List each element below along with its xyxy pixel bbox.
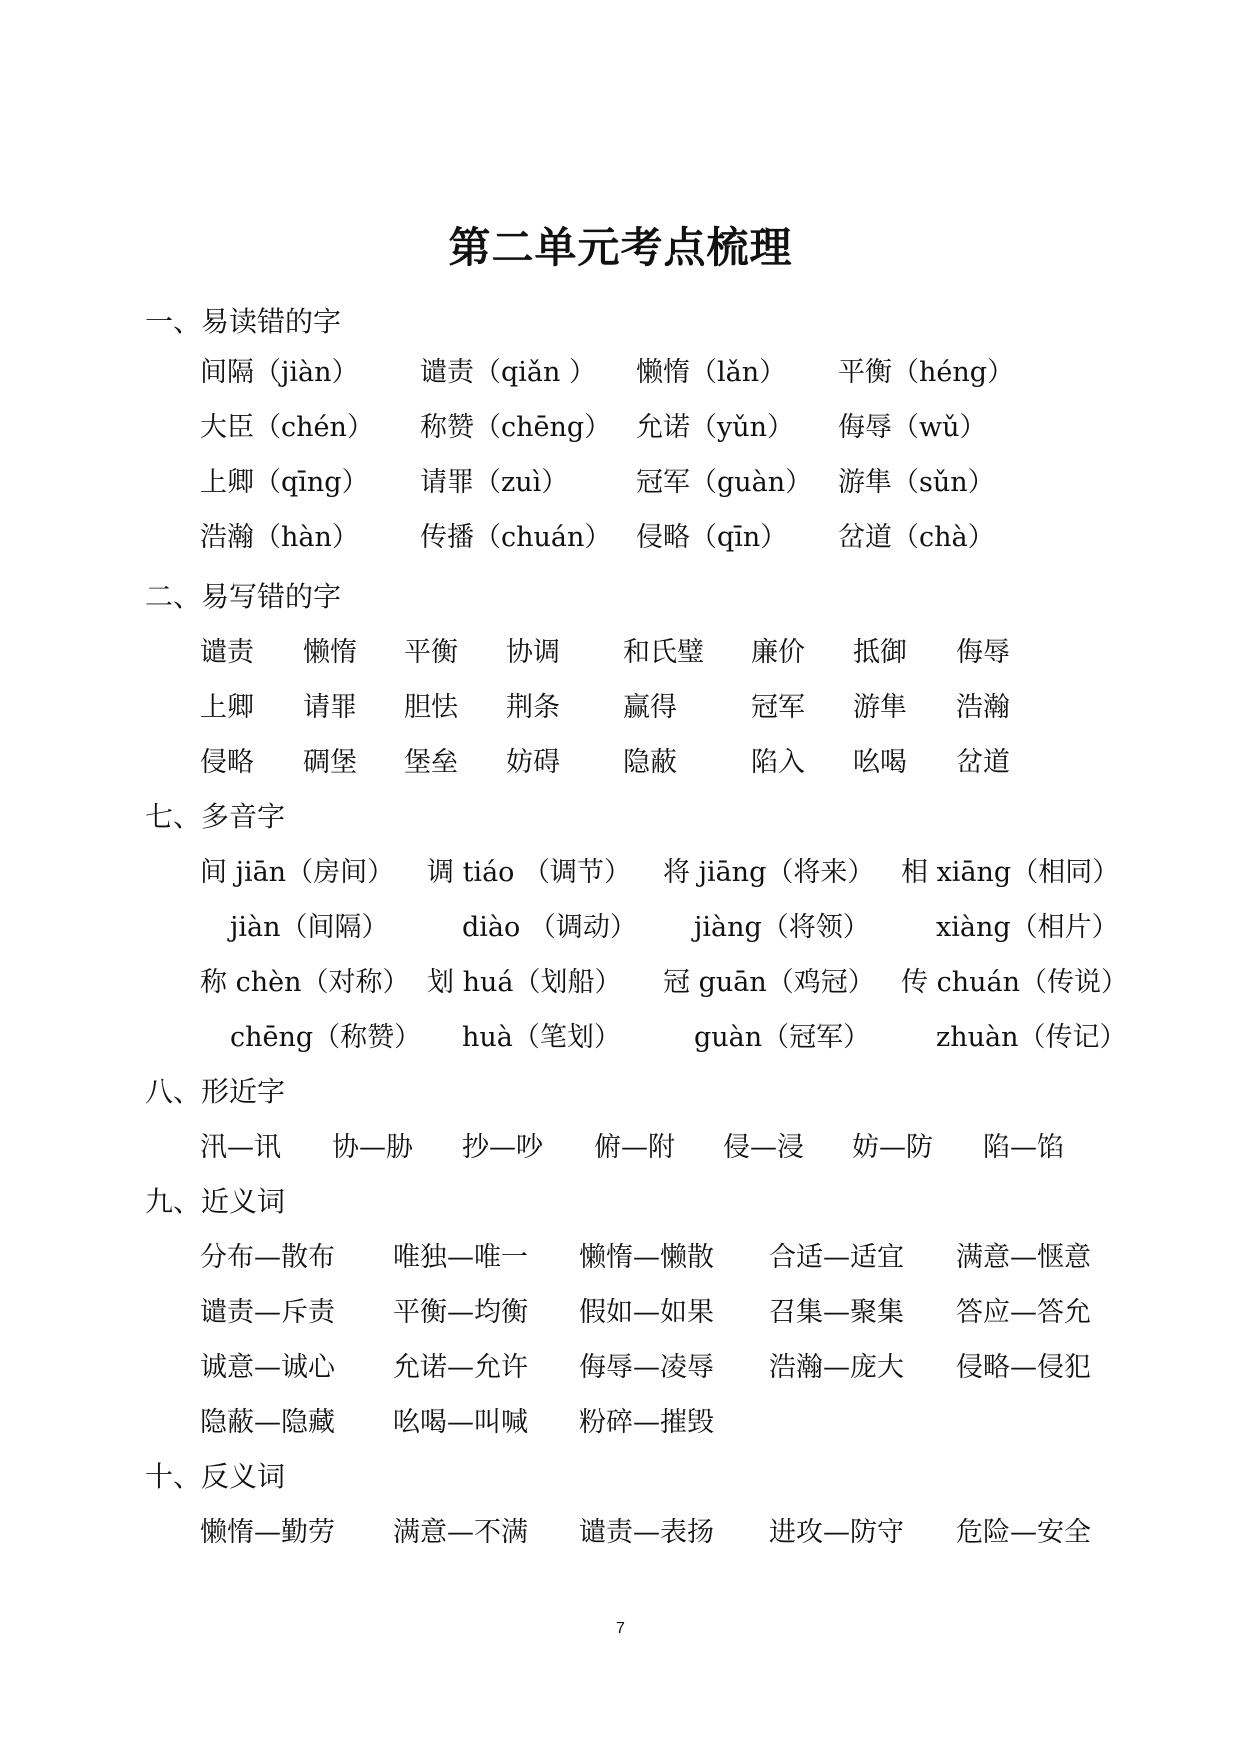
entry-item: 满意—不满 [393, 1517, 528, 1548]
entry-item: 大臣（chén） [200, 412, 374, 443]
entry-item: 游隼 [853, 692, 907, 723]
entry-item: 危险—安全 [956, 1517, 1091, 1548]
entry-item: 答应—答允 [956, 1297, 1091, 1328]
entry-item: jiàng（将领） [694, 912, 870, 943]
entry-row [0, 685, 1241, 725]
entry-item: 上卿（qīng） [200, 467, 369, 498]
section-heading-s10: 十、反义词 [145, 1460, 286, 1493]
entry-item: 相 xiāng（相同） [901, 857, 1120, 888]
entry-item: 碉堡 [303, 747, 357, 778]
entry-item: 称 chèn（对称） [200, 967, 410, 998]
entry-item: 允诺（yǔn） [636, 412, 795, 443]
entry-item: 岔道（chà） [838, 522, 995, 553]
entry-item: 胆怯 [404, 692, 458, 723]
entry-item: 懒惰—勤劳 [200, 1517, 335, 1548]
entry-item: 允诺—允许 [393, 1352, 528, 1383]
entry-item: 侵略（qīn） [636, 522, 788, 553]
entry-item: 懒惰（lǎn） [636, 357, 787, 388]
entry-item: 分布—散布 [200, 1242, 335, 1273]
entry-item: 传 chuán（传说） [901, 967, 1128, 998]
entry-item: 唯独—唯一 [393, 1242, 528, 1273]
entry-item: 冠军（guàn） [636, 467, 813, 498]
entry-item: 隐蔽 [623, 747, 677, 778]
entry-item: 侵—浸 [723, 1132, 804, 1163]
entry-item: 合适—适宜 [769, 1242, 904, 1273]
entry-item: xiàng（相片） [936, 912, 1119, 943]
entry-item: 谴责—斥责 [200, 1297, 335, 1328]
entry-item: 懒惰—懒散 [579, 1242, 714, 1273]
entry-row [0, 1015, 1241, 1055]
entry-item: 荆条 [506, 692, 560, 723]
entry-item: 堡垒 [404, 747, 458, 778]
page-title: 第二单元考点梳理 [448, 223, 793, 272]
entry-item: 懒惰 [303, 637, 357, 668]
entry-item: 陷—馅 [983, 1132, 1064, 1163]
entry-item: 妨碍 [506, 747, 560, 778]
entry-item: 吆喝 [853, 747, 907, 778]
entry-item: 侮辱 [956, 637, 1010, 668]
entry-item: 谴责（qiǎn ） [420, 357, 596, 388]
entry-item: 妨—防 [852, 1132, 933, 1163]
entry-item: 上卿 [200, 692, 254, 723]
entry-item: 将 jiāng（将来） [663, 857, 875, 888]
entry-item: 浩瀚—庞大 [769, 1352, 904, 1383]
entry-item: 满意—惬意 [956, 1242, 1091, 1273]
entry-item: 平衡 [404, 637, 458, 668]
entry-item: 陷入 [751, 747, 805, 778]
entry-row [0, 1400, 1241, 1440]
entry-item: huà（笔划） [462, 1022, 621, 1053]
entry-item: 谴责—表扬 [579, 1517, 714, 1548]
entry-item: 和氏璧 [623, 637, 704, 668]
entry-row [0, 1345, 1241, 1385]
entry-item: 廉价 [751, 637, 805, 668]
entry-item: 冠军 [751, 692, 805, 723]
entry-row [0, 850, 1241, 890]
entry-row [0, 350, 1241, 390]
page-number: 7 [616, 1620, 625, 1637]
entry-item: jiàn（间隔） [230, 912, 389, 943]
entry-row [0, 740, 1241, 780]
entry-item: 调 tiáo （调节） [427, 857, 632, 888]
entry-item: 诚意—诚心 [200, 1352, 335, 1383]
entry-row [0, 405, 1241, 445]
entry-item: zhuàn（传记） [936, 1022, 1127, 1053]
entry-item: 赢得 [623, 692, 677, 723]
entry-item: 召集—聚集 [769, 1297, 904, 1328]
section-heading-s7: 七、多音字 [145, 800, 286, 833]
entry-item: 吆喝—叫喊 [393, 1407, 528, 1438]
entry-item: 称赞（chēng） [420, 412, 612, 443]
entry-item: 侮辱—凌辱 [579, 1352, 714, 1383]
entry-row [0, 460, 1241, 500]
entry-item: 浩瀚（hàn） [200, 522, 359, 553]
entry-item: 浩瀚 [956, 692, 1010, 723]
entry-item: 岔道 [956, 747, 1010, 778]
entry-item: 隐蔽—隐藏 [200, 1407, 335, 1438]
entry-row [0, 905, 1241, 945]
section-heading-s2: 二、易写错的字 [145, 580, 342, 613]
entry-item: 游隼（sǔn） [838, 467, 995, 498]
entry-item: 抵御 [853, 637, 907, 668]
entry-item: 划 huá（划船） [427, 967, 622, 998]
entry-item: 请罪（zuì） [420, 467, 569, 498]
section-heading-s8: 八、形近字 [145, 1075, 286, 1108]
entry-item: chēng（称赞） [230, 1022, 422, 1053]
entry-item: 传播（chuán） [420, 522, 612, 553]
entry-item: 侮辱（wǔ） [838, 412, 987, 443]
entry-row [0, 1125, 1241, 1165]
entry-item: 谴责 [200, 637, 254, 668]
entry-row [0, 515, 1241, 555]
entry-item: 侵略 [200, 747, 254, 778]
entry-item: guàn（冠军） [694, 1022, 871, 1053]
entry-item: 协—胁 [332, 1132, 413, 1163]
entry-row [0, 960, 1241, 1000]
entry-row [0, 1510, 1241, 1550]
entry-item: 请罪 [303, 692, 357, 723]
entry-item: 汛—讯 [200, 1132, 281, 1163]
section-heading-s9: 九、近义词 [145, 1185, 286, 1218]
entry-row [0, 1235, 1241, 1275]
entry-item: 假如—如果 [579, 1297, 714, 1328]
entry-item: 平衡（héng） [838, 357, 1015, 388]
entry-item: 粉碎—摧毁 [579, 1407, 714, 1438]
entry-item: 抄—吵 [462, 1132, 543, 1163]
entry-item: diào （调动） [462, 912, 637, 943]
entry-item: 间 jiān（房间） [200, 857, 395, 888]
entry-row [0, 630, 1241, 670]
entry-item: 协调 [506, 637, 560, 668]
entry-item: 进攻—防守 [769, 1517, 904, 1548]
entry-item: 俯—附 [594, 1132, 675, 1163]
entry-item: 冠 guān（鸡冠） [663, 967, 875, 998]
entry-item: 间隔（jiàn） [200, 357, 359, 388]
entry-row [0, 1290, 1241, 1330]
section-heading-s1: 一、易读错的字 [145, 305, 342, 338]
entry-item: 平衡—均衡 [393, 1297, 528, 1328]
entry-item: 侵略—侵犯 [956, 1352, 1091, 1383]
